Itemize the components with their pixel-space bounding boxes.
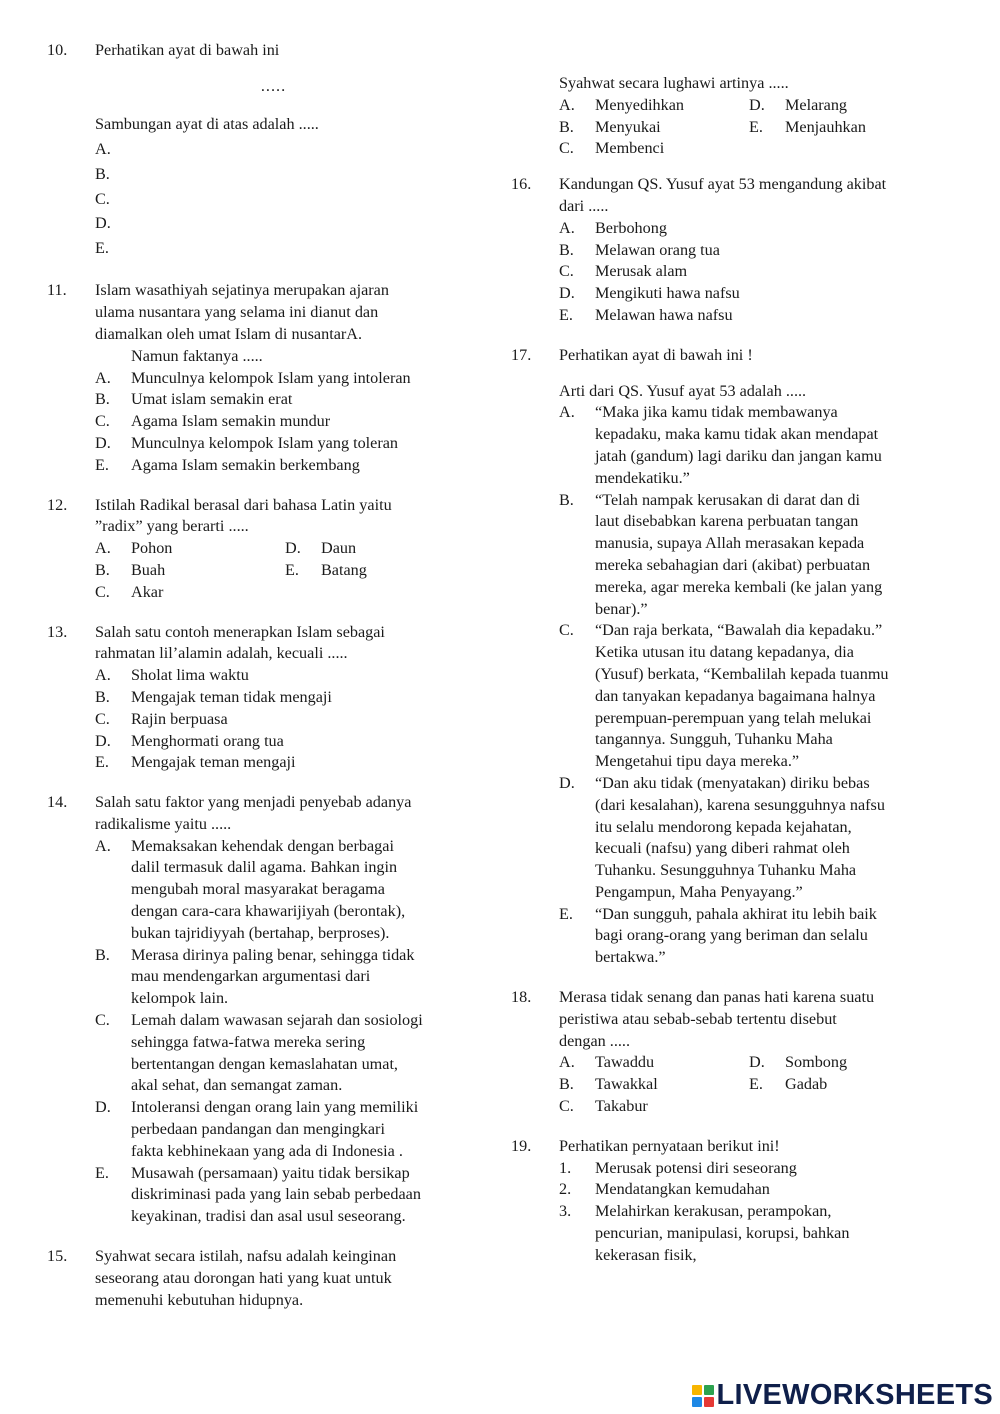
option-d[interactable]: D. Munculnya kelompok Islam yang toleran <box>95 433 399 452</box>
question-stem: Kandungan QS. Yusuf ayat 53 mengandung akibat dari ..... <box>559 175 887 215</box>
option-b[interactable]: B. Menyukai <box>559 117 661 136</box>
question-number: 14. <box>47 793 68 812</box>
option-a[interactable]: A. <box>95 140 111 159</box>
option-c[interactable]: C. Merusak alam <box>559 262 688 281</box>
option-b[interactable]: B. Melawan orang tua <box>559 240 720 259</box>
logo-square <box>704 1397 714 1407</box>
option-e[interactable]: E. Agama Islam semakin berkembang <box>95 455 360 474</box>
option-e[interactable]: E. Mengajak teman mengaji <box>95 753 296 772</box>
option-c[interactable]: C. Rajin berpuasa <box>95 709 228 728</box>
option-b[interactable]: B. Merasa dirinya paling benar, sehingga tidak mau mendengarkan argumentasi dari kelompok lain. <box>95 945 415 1008</box>
question-number: 11. <box>47 281 67 300</box>
question-stem: Merasa tidak senang dan panas hati karena suatu peristiwa atau sebab-sebab tertentu disebut dengan ..... <box>559 988 875 1050</box>
question-17 <box>511 345 961 969</box>
question-number: 17. <box>511 345 532 364</box>
question-13 <box>47 622 502 775</box>
question-19 <box>511 1136 961 1267</box>
option-e[interactable]: E. Batang <box>285 560 367 579</box>
option-c[interactable]: C. Lemah dalam wawasan sejarah dan sosiologi sehingga fatwa-fatwa mereka sering bertentangan dengan kemaslahatan umat, akal sehat, dan semangat zaman. <box>95 1011 423 1095</box>
right-column <box>511 73 961 1285</box>
question-12 <box>47 495 502 604</box>
option-c[interactable]: C. “Dan raja berkata, “Bawalah dia kepadaku.” Ketika utusan itu datang kepadanya, dia (Yusuf) berkata, “Kembalilah kepada tuanmu dan tanyakan kepadanya bagaimana halnya perempuan-perempuan yang telah melukai tangannya. Sungguh, Tuhanku Maha Mengetahui tipu daya mereka.” <box>559 621 889 771</box>
option-e[interactable]: E. Gadab <box>749 1075 828 1094</box>
option-e[interactable]: E. <box>95 238 109 257</box>
option-d[interactable]: D. Mengikuti hawa nafsu <box>559 284 740 303</box>
question-18 <box>511 987 961 1118</box>
question-stem: Arti dari QS. Yusuf ayat 53 adalah ..... <box>559 381 807 400</box>
option-e[interactable]: E. “Dan sungguh, pahala akhirat itu lebih baik bagi orang-orang yang beriman dan selalu bertakwa.” <box>559 904 877 967</box>
option-c[interactable]: C. Takabur <box>559 1097 648 1116</box>
option-c[interactable]: C. <box>95 189 110 208</box>
verse-placeholder: ..... <box>260 76 287 95</box>
question-stem: Syahwat secara istilah, nafsu adalah keinginan seseorang atau dorongan hati yang kuat untuk memenuhi kebutuhan hidupnya. <box>95 1247 397 1309</box>
option-c[interactable]: C. Akar <box>95 582 164 601</box>
question-number: 15. <box>47 1247 68 1266</box>
liveworksheets-logo-icon <box>692 1385 714 1407</box>
brand-wordmark: LIVEWORKSHEETS <box>716 1379 993 1412</box>
statement-1: 1. Merusak potensi diri seseorang <box>559 1158 797 1177</box>
option-a[interactable]: A. Pohon <box>95 539 173 558</box>
question-15 <box>47 1246 502 1311</box>
option-d[interactable]: D. Intoleransi dengan orang lain yang memiliki perbedaan pandangan dan mengingkari fakta kebhinekaan yang ada di Indonesia . <box>95 1098 419 1160</box>
question-stem: Syahwat secara lughawi artinya ..... <box>559 74 789 92</box>
question-stem: Perhatikan ayat di bawah ini ! <box>559 345 753 364</box>
option-e[interactable]: E. Musawah (persamaan) yaitu tidak bersikap diskriminasi pada yang lain sebab perbedaan keyakinan, tradisi dan asal usul seseorang. <box>95 1163 421 1226</box>
option-a[interactable]: A. Sholat lima waktu <box>95 666 249 685</box>
logo-square <box>692 1397 702 1407</box>
option-a[interactable]: A. Tawaddu <box>559 1053 655 1072</box>
option-d[interactable]: D. Menghormati orang tua <box>95 731 284 750</box>
question-11 <box>47 280 502 476</box>
statement-3: 3. Melahirkan kerakusan, perampokan, pencurian, manipulasi, korupsi, bahkan kekerasan fisik, <box>559 1202 850 1264</box>
option-e[interactable]: E. Melawan hawa nafsu <box>559 305 733 324</box>
question-number: 19. <box>511 1136 532 1155</box>
option-b[interactable]: B. Umat islam semakin erat <box>95 390 293 409</box>
option-d[interactable]: D. <box>95 214 111 233</box>
question-stem: Perhatikan ayat di bawah ini <box>95 41 280 59</box>
question-stem: Salah satu contoh menerapkan Islam sebagai rahmatan lil’alamin adalah, kecuali ..... <box>95 622 385 663</box>
question-number: 16. <box>511 175 532 194</box>
question-stem: Sambungan ayat di atas adalah ..... <box>95 114 319 133</box>
option-d[interactable]: D. Melarang <box>749 95 848 114</box>
option-b[interactable]: B. Tawakkal <box>559 1075 658 1094</box>
option-a[interactable]: A. Munculnya kelompok Islam yang intoleran <box>95 368 411 387</box>
logo-square <box>692 1385 702 1395</box>
option-c[interactable]: C. Agama Islam semakin mundur <box>95 412 331 431</box>
question-number: 13. <box>47 622 68 641</box>
option-b[interactable]: B. <box>95 164 110 183</box>
option-a[interactable]: A. Menyedihkan <box>559 95 685 114</box>
option-b[interactable]: B. Buah <box>95 560 166 579</box>
option-c[interactable]: C. Membenci <box>559 139 665 158</box>
question-number: 10. <box>47 41 68 59</box>
option-a[interactable]: A. Memaksakan kehendak dengan berbagai dalil termasuk dalil agama. Bahkan ingin mengubah moral masyarakat beragama dengan cara-cara khawarijiyah (berontak), bukan tajridiyyah (bertahap, berproses). <box>95 836 406 942</box>
left-column <box>47 40 502 1329</box>
question-stem: Islam wasathiyah sejatinya merupakan ajaran ulama nusantara yang selama ini dianut dan diamalkan oleh umat Islam di nusantarA. Namun faktanya ..... <box>95 281 389 365</box>
option-b[interactable]: B. Mengajak teman tidak mengaji <box>95 687 332 706</box>
question-15-continued <box>511 73 961 160</box>
question-14 <box>47 792 502 1228</box>
question-10 <box>47 40 502 262</box>
question-stem: Perhatikan pernyataan berikut ini! <box>559 1136 780 1155</box>
question-number: 18. <box>511 988 532 1007</box>
question-16 <box>511 174 961 327</box>
option-b[interactable]: B. “Telah nampak kerusakan di darat dan di laut disebabkan karena perbuatan tangan manusia, supaya Allah merasakan kepada mereka sebahagian dari (akibat) perbuatan mereka, agar mereka kembali (ke jalan yang benar).” <box>559 490 883 618</box>
option-a[interactable]: A. Berbohong <box>559 218 667 237</box>
question-stem: Salah satu faktor yang menjadi penyebab adanya radikalisme yaitu ..... <box>95 793 412 833</box>
liveworksheets-footer[interactable] <box>692 1380 994 1412</box>
logo-square <box>704 1385 714 1395</box>
option-a[interactable]: A. “Maka jika kamu tidak membawanya kepadaku, maka kamu tidak akan mendapat jatah (gandum) lagi dariku dan jangan kamu mendekatiku.” <box>559 403 882 487</box>
option-d[interactable]: D. “Dan aku tidak (menyatakan) diriku bebas (dari kesalahan), karena sesungguhnya nafsu itu selalu mendorong kepada kejahatan, kecuali (nafsu) yang diberi rahmat oleh Tuhanku. Sesungguhnya Tuhanku Maha Pengampun, Maha Penyayang.” <box>559 773 885 901</box>
question-stem: Istilah Radikal berasal dari bahasa Latin yaitu ”radix” yang berarti ..... <box>95 495 392 536</box>
statement-2: 2. Mendatangkan kemudahan <box>559 1180 770 1199</box>
question-number: 12. <box>47 495 68 514</box>
option-e[interactable]: E. Menjauhkan <box>749 117 866 136</box>
option-d[interactable]: D. Sombong <box>749 1053 848 1072</box>
option-d[interactable]: D. Daun <box>285 539 357 558</box>
